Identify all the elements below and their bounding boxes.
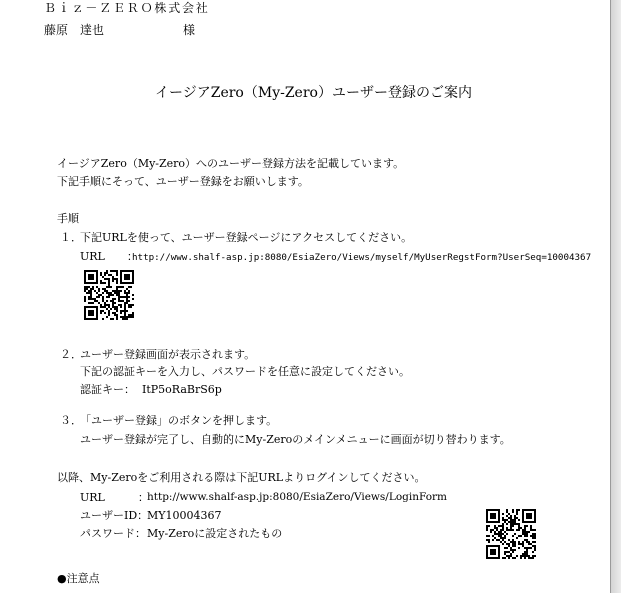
step-1-url-label: URL ： [80,250,138,263]
login-url-label: URL ： [80,491,149,504]
step-1-text: 下記URLを使って、ユーザー登録ページにアクセスしてください。 [80,231,413,244]
step-3-number: ３． [60,414,82,427]
steps-heading: 手順 [57,212,79,225]
auth-key-value: ItP5oRaBrS6p [142,383,222,396]
intro-line-1: イージアZero（My-Zero）へのユーザー登録方法を記載しています。 [57,157,405,170]
password-value: My-Zeroに設定されたもの [147,527,283,540]
login-intro: 以降、My-Zeroをご利用される際は下記URLよりログインしてください。 [57,471,426,484]
step-2-number: ２． [60,348,82,361]
step-1-number: １． [60,231,82,244]
login-qr-code [486,509,536,559]
user-id-label: ユーザーID： [80,509,149,522]
company-name: Ｂｉｚ－ＺＥＲＯ株式会社 [44,1,210,15]
step-3-text: 「ユーザー登録」のボタンを押します。 [80,414,278,427]
document-title: イージアZero（My-Zero）ユーザー登録のご案内 [155,85,472,101]
auth-key-label: 認証キー： [80,383,135,396]
step-3-subtext: ユーザー登録が完了し、自動的にMy-Zeroのメインメニューに画面が切り替わります。 [80,433,511,446]
notes-heading: ●注意点 [57,572,100,585]
user-id-value: MY10004367 [147,509,222,522]
intro-line-2: 下記手順にそって、ユーザー登録をお願いします。 [57,175,309,188]
recipient-name: 藤原 達也 [44,23,105,37]
page-shadow [611,0,621,593]
step-2-subtext: 下記の認証キーを入力し、パスワードを任意に設定してください。 [80,365,410,378]
step-1-url[interactable]: http://www.shalf-asp.jp:8080/EsiaZero/Views/myself/MyUserRegstForm?UserSeq=10004367 [132,252,592,263]
step-2-text: ユーザー登録画面が表示されます。 [80,348,256,361]
recipient-honorific: 様 [183,23,196,37]
password-label: パスワード： [80,527,146,540]
login-url[interactable]: http://www.shalf-asp.jp:8080/EsiaZero/Views/LoginForm [147,491,447,503]
registration-qr-code [84,270,134,320]
